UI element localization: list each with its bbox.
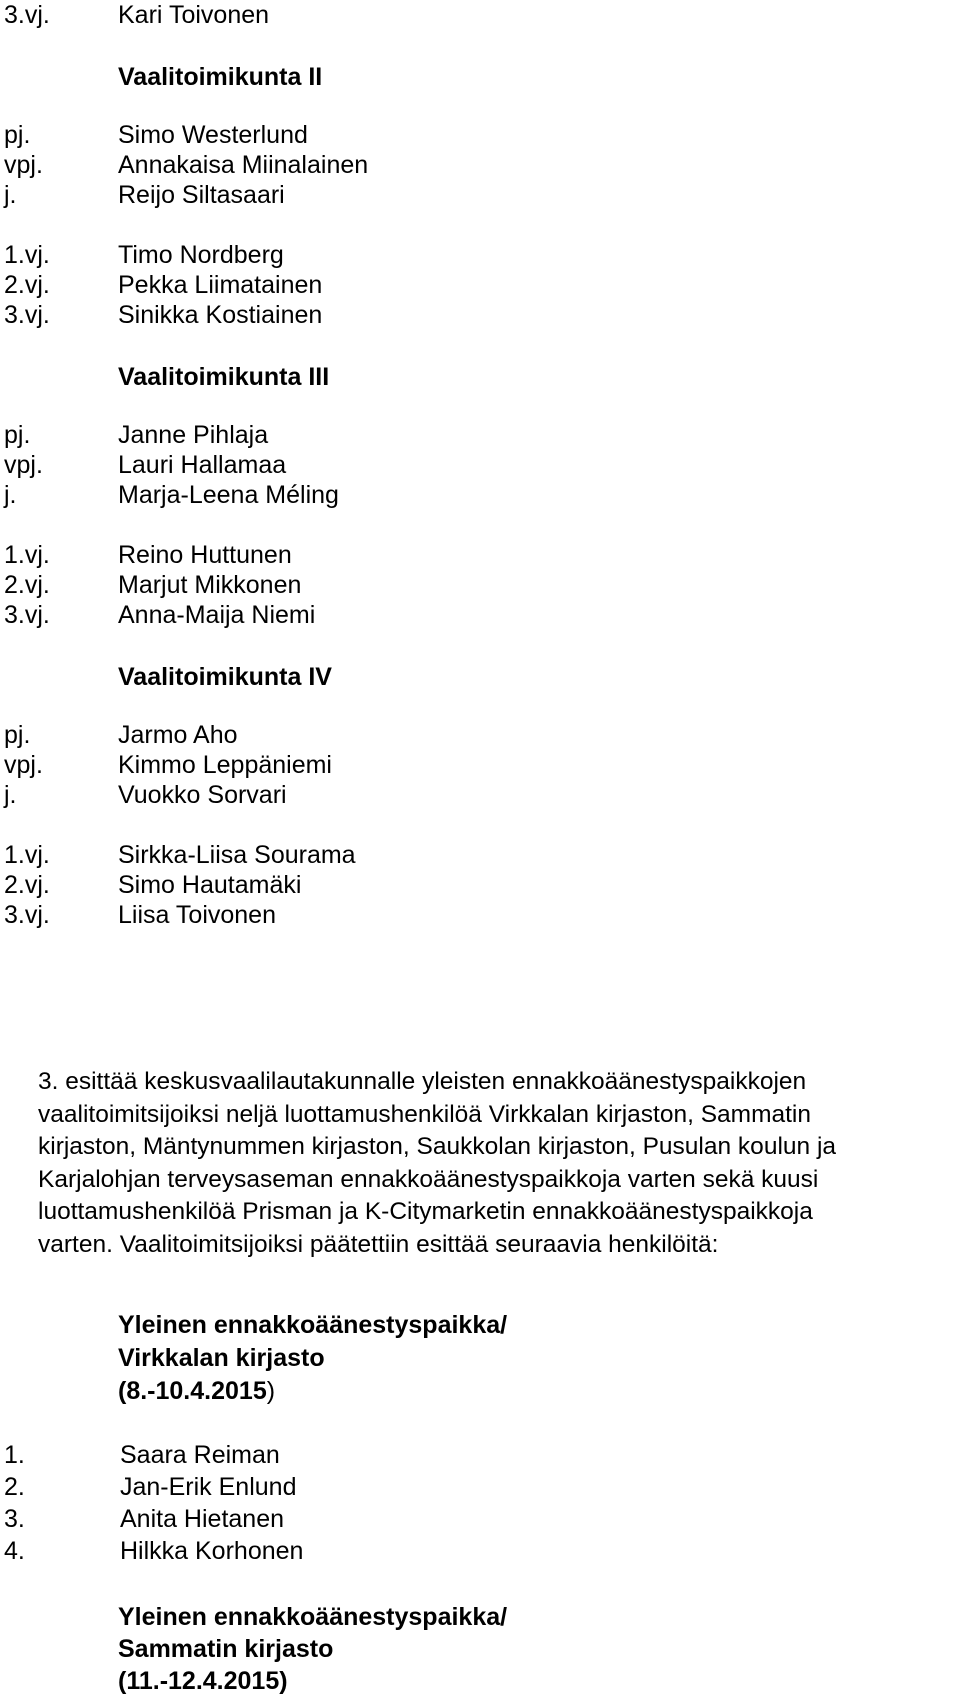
top-entry-name: Kari Toivonen: [118, 1, 270, 29]
member-role: pj.: [4, 721, 31, 749]
person-number: 4.: [4, 1537, 25, 1565]
member-role: pj.: [4, 121, 31, 149]
deputy-name: Liisa Toivonen: [118, 901, 276, 929]
polling-place-dates-close: ): [266, 1377, 276, 1405]
polling-place-dates: [118, 1376, 275, 1406]
person-number: 1.: [4, 1441, 25, 1469]
paragraph-line: luottamushenkilöä Prisman ja K-Citymarketin ennakkoäänestyspaikkoja: [38, 1198, 813, 1225]
member-name: Jarmo Aho: [118, 721, 238, 749]
paragraph-line: kirjaston, Mäntynummen kirjaston, Saukkolan kirjaston, Pusulan koulun ja: [38, 1133, 837, 1160]
deputy-name: Simo Hautamäki: [118, 871, 302, 899]
deputy-name: Sirkka-Liisa Sourama: [118, 841, 356, 869]
deputy-role: 1.vj.: [4, 841, 50, 869]
person-name: Hilkka Korhonen: [120, 1537, 304, 1565]
deputy-name: Timo Nordberg: [118, 241, 284, 269]
member-name: Marja-Leena Méling: [118, 481, 339, 509]
deputy-name: Anna-Maija Niemi: [118, 601, 316, 629]
paragraph-line: 3. esittää keskusvaalilautakunnalle yleisten ennakkoäänestyspaikkojen: [38, 1068, 807, 1095]
member-name: Annakaisa Miinalainen: [118, 151, 369, 179]
deputy-name: Sinikka Kostiainen: [118, 301, 323, 329]
paragraph-line: varten. Vaalitoimitsijoiksi päätettiin esittää seuraavia henkilöitä:: [38, 1230, 719, 1258]
member-name: Vuokko Sorvari: [118, 781, 287, 809]
committee-title: Vaalitoimikunta II: [118, 63, 323, 91]
deputy-role: 3.vj.: [4, 301, 50, 329]
deputy-role: 3.vj.: [4, 601, 50, 629]
person-number: 2.: [4, 1473, 25, 1501]
deputy-role: 2.vj.: [4, 571, 50, 599]
member-role: pj.: [4, 421, 31, 449]
person-number: 3.: [4, 1505, 25, 1533]
paragraph-line: vaalitoimitsijoiksi neljä luottamushenkilöä Virkkalan kirjaston, Sammatin: [38, 1100, 811, 1128]
polling-place-dates-bold: (8.-10.4.2015: [118, 1377, 267, 1405]
person-name: Jan-Erik Enlund: [120, 1473, 297, 1501]
polling-place-heading: Yleinen ennakkoäänestyspaikka/: [118, 1603, 508, 1631]
deputy-name: Marjut Mikkonen: [118, 571, 302, 599]
member-role: vpj.: [4, 151, 43, 179]
member-name: Lauri Hallamaa: [118, 451, 287, 479]
member-role: j.: [4, 781, 17, 809]
deputy-name: Pekka Liimatainen: [118, 271, 323, 299]
polling-place-heading: Yleinen ennakkoäänestyspaikka/: [118, 1311, 508, 1339]
deputy-role: 2.vj.: [4, 271, 50, 299]
decision-paragraph: [38, 1066, 938, 1261]
member-name: Janne Pihlaja: [118, 421, 269, 449]
committee-title: Vaalitoimikunta IV: [118, 663, 332, 691]
deputy-role: 1.vj.: [4, 241, 50, 269]
member-role: j.: [4, 181, 17, 209]
member-role: j.: [4, 481, 17, 509]
member-name: Simo Westerlund: [118, 121, 308, 149]
member-name: Reijo Siltasaari: [118, 181, 285, 209]
polling-place-name: Virkkalan kirjasto: [118, 1344, 325, 1372]
polling-place-name: Sammatin kirjasto: [118, 1635, 334, 1663]
deputy-role: 3.vj.: [4, 901, 50, 929]
paragraph-line: Karjalohjan terveysaseman ennakkoäänestyspaikkoja varten sekä kuusi: [38, 1165, 819, 1193]
member-name: Kimmo Leppäniemi: [118, 751, 332, 779]
person-name: Saara Reiman: [120, 1441, 280, 1469]
committee-title: Vaalitoimikunta III: [118, 363, 330, 391]
member-role: vpj.: [4, 751, 43, 779]
deputy-name: Reino Huttunen: [118, 541, 292, 569]
top-entry-role: 3.vj.: [4, 1, 50, 29]
member-role: vpj.: [4, 451, 43, 479]
polling-place-dates: (11.-12.4.2015): [118, 1667, 288, 1695]
person-name: Anita Hietanen: [120, 1505, 285, 1533]
deputy-role: 2.vj.: [4, 871, 50, 899]
deputy-role: 1.vj.: [4, 541, 50, 569]
